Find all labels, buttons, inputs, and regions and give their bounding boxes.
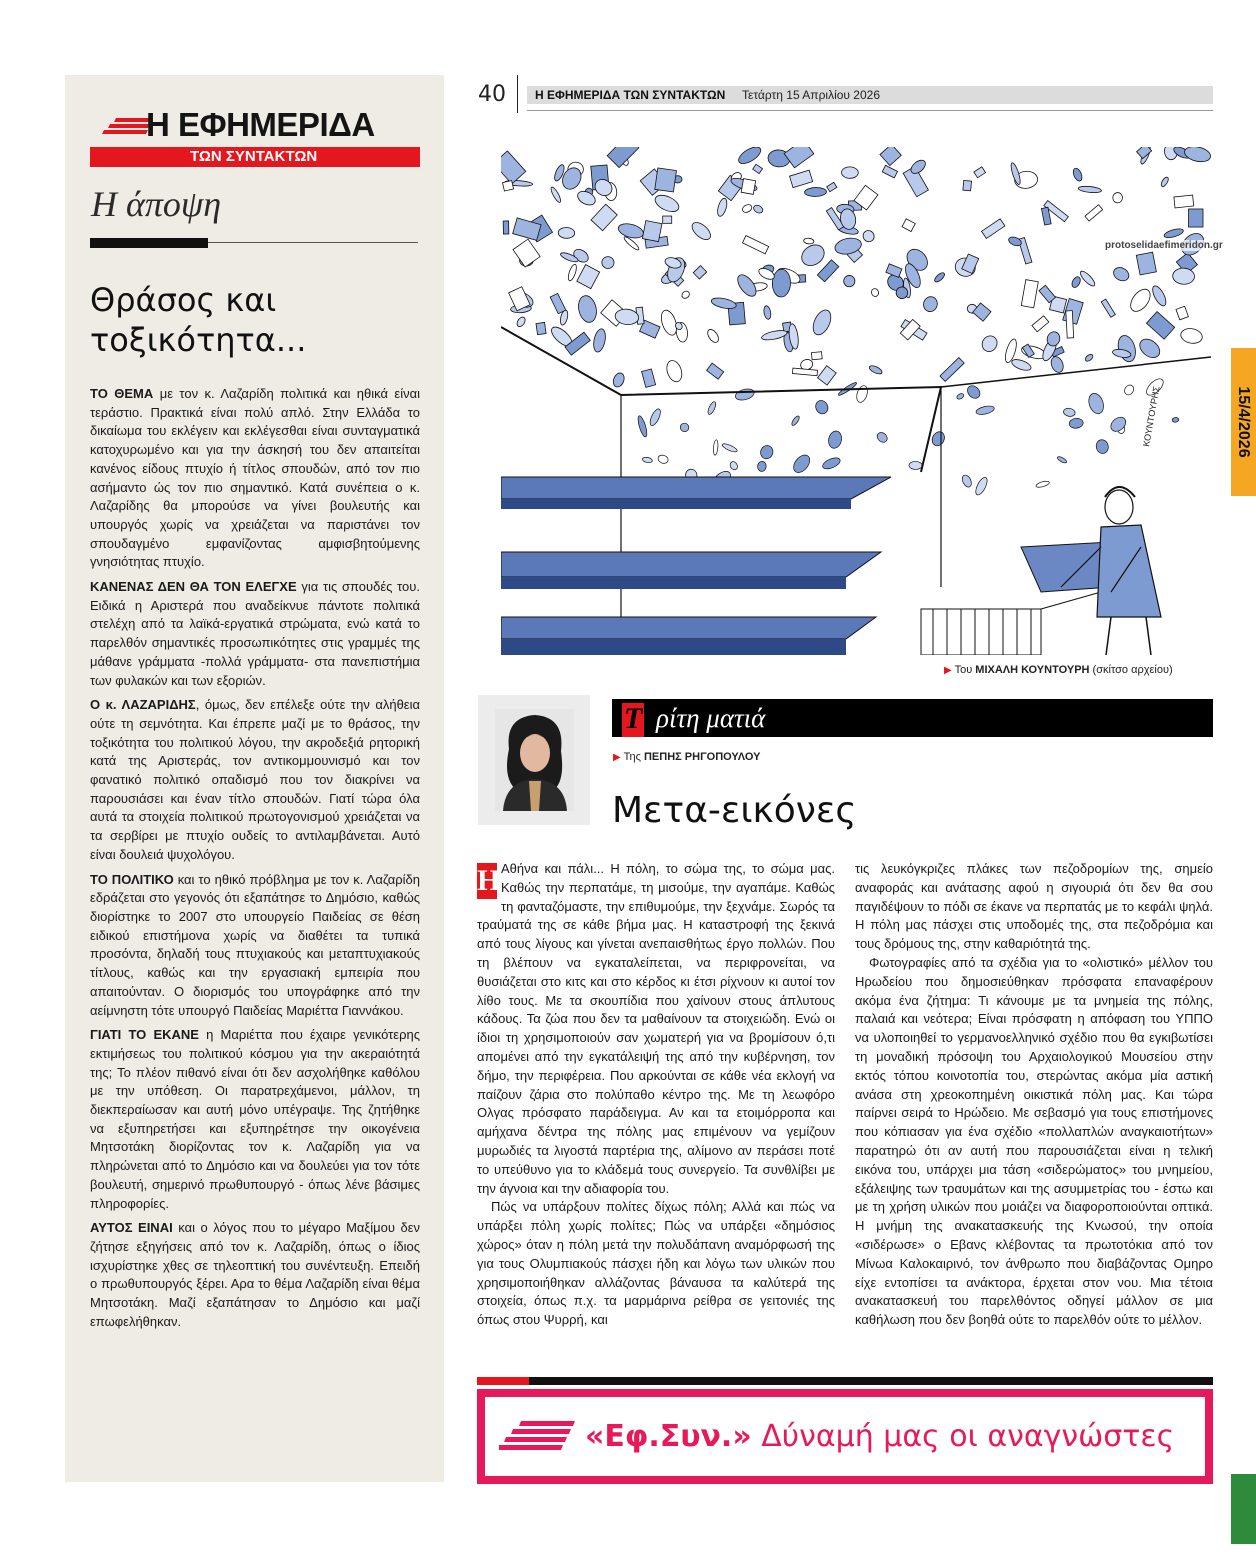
author-photo-frame [478, 695, 590, 825]
byline-prefix: Της [623, 751, 641, 763]
flying-product [811, 352, 822, 360]
credit-name: ΜΙΧΑΛΗ ΚΟΥΝΤΟΥΡΗ [975, 664, 1090, 676]
flying-product [655, 168, 677, 192]
paragraph-text: η Μαριέττα που έχαιρε γενικότερης εκτιμήσεως του πολιτικού κόσμου για την ακεραιότητά της; Το πλέον πιθανό είναι ότι δεν ασχολήθηκε καθόλου με την υπόθεση. Οι παρατρεχάμενοι, μάλλον, τη διεκπεραίωσαν και αυτή μόνο υπέγραψε. Της ζητήθηκε να εξυπηρετήσει και εξυπηρέτησε την οικογένεια Μητσοτάκη διορίζοντας τον κ. Λαζαρίδη για να πληρώνεται από το Δημόσιο και να δουλεύει για τον τότε βουλευτή, σημερινό πρωθυπουργό - όπως λένε βάσιμες πληροφορίες. [90, 1027, 420, 1211]
reader-ad-banner [477, 1389, 1213, 1484]
cartoon-illustration [501, 147, 1211, 655]
flying-product [1136, 252, 1156, 275]
paragraph-text: για τις σπουδές του. Ειδικά η Αριστερά που αναδείκνυε πάντοτε πολιτικά στελέχη από τα λαϊκά-εργατικά στρώματα, ενώ κατά το παρελθόν σημαντικές προσωπικότητες στις γραμμές της μάθανε γράμματα -πολλά γράμματα- στα πανεπιστήμια των φυλακών και των εξοριών. [90, 579, 420, 688]
flying-product [558, 227, 575, 238]
masthead-subtitle: ΤΩΝ ΣΥΝΤΑΚΤΩΝ [190, 148, 318, 165]
flying-product [1174, 195, 1194, 208]
paragraph-lead: ΤΟ ΘΕΜΑ [90, 386, 154, 401]
paragraph-text: και ο λόγος που το μέγαρο Μαξίμου δεν ζήτησε εξηγήσεις από τον κ. Λαζαρίδη, όπως ο ίδιος ισχυρίστηκε χθες σε τηλεοπτική του συνέντευξη. Επειδή ο πρωθυπουργός ξέρει. Αρα το θέμα Λαζαρίδη είναι θέμα Μητσοτάκη. Μαζί εξαπάτησαν το Δημόσιο και μαζί επωφελήθηκαν. [90, 1220, 421, 1329]
running-header [527, 86, 1213, 104]
opinion-paragraph [90, 696, 420, 864]
triangle-bullet-icon: ▶ [944, 665, 952, 676]
opinion-column [65, 75, 444, 1482]
svg-text:ΚΟΥΝΤΟΥΡΗΣ: ΚΟΥΝΤΟΥΡΗΣ [1141, 385, 1162, 448]
opinion-paragraph [90, 385, 420, 572]
section-label: Η άποψη [91, 184, 222, 224]
paragraph-text: και το ηθικό πρόβλημα με τον κ. Λαζαρίδη εδράζεται στο γεγονός ότι εξαπάτησε το Δημόσιο, καθώς διορίστηκε το 2007 στο υπουργείο Παιδείας σε θέση ειδικού επιστήμονα χωρίς να διαθέτει τα τυπικά προσόντα, δηλαδή τους πτυχιακούς και μεταπτυχιακούς τίτλους, καθώς και την εργασιακή εμπειρία που απαιτούνταν. Ο διορισμός του υπογράφηκε από την αείμνηστη τότε υπουργό Παιδείας Μαριέττα Γιαννάκου. [90, 871, 420, 1018]
watermark: protoselidaefimeridon.gr [1105, 240, 1223, 251]
credit-note: (σκίτσο αρχείου) [1092, 664, 1173, 676]
ad-top-bar [477, 1377, 1213, 1385]
column-paragraph [477, 860, 835, 1198]
masthead-bar [90, 147, 420, 167]
column-paragraph: τις λευκόγκριζες πλάκες των πεζοδρομίων της, σημείο αναφοράς και ανάτασης αφού η σιγουριά ότι δεν θα σου παγιδέψουν το πόδι σε έκανε να περπατάς με το κεφάλι ψηλά. Η πόλη μας πάσχει στις υποδομές της, στα πεζοδρόμια και τους δρόμους της, στην καθαριότητά της. [855, 861, 1213, 952]
flying-product [663, 216, 672, 223]
section-rule-thick [90, 238, 208, 248]
falling-product [909, 461, 922, 469]
column-text-left [477, 860, 835, 1330]
opinion-body [90, 385, 420, 1337]
ad-top-accent [477, 1377, 529, 1385]
flying-product [1113, 192, 1123, 203]
paragraph-text: , όμως, δεν επέλεξε ούτε την αλήθεια ούτε τη σεμνότητα. Και έπρεπε μαζί με το θράσος, την τοξικότητα του πολιτικού λόγου, την ακροδεξιά ρητορική κατά της Αριστεράς, τον αντικομμουνισμό και τον φανατικό πολιτικό οπαδισμό που τον διακρίνει να παρουσιάσει και έναν τίτλο σπουδών. Γιατί τώρα όλα αυτά τα στοιχεία πολιτικού πρωτογονισμού χρειάζεται να τα σερβίρει με πτυχίο ουδείς το αντιλαμβάνεται. Αυτό είναι δουλειά ψυχολόγου. [90, 697, 421, 862]
opinion-paragraph [90, 578, 420, 690]
flying-product [841, 167, 858, 179]
column-byline [613, 751, 760, 763]
paragraph-lead: Ο κ. ΛΑΖΑΡΙΔΗΣ [90, 697, 196, 713]
flying-product [503, 181, 514, 192]
flying-product [642, 221, 662, 242]
column-paragraph: Φωτογραφίες από τα σχέδια για το «ολιστικό» μέλλον του Ηρωδείου που δημοσιεύθηκαν πρόσφατα επαναφέρουν ακόμα ένα ζήτημα: Τι κάνουμε με τα μνημεία της πόλης, παλαιά και νεότερα; Είναι πρόσφατη η απόφαση του ΥΠΠΟ να υλοποιηθεί το γερμανοελληνικό σχέδιο που θα εγκιβωτίσει τη μοναδική πρόσοψη του Αρχαιολογικού Μουσείου στην εκτός τόπου κοινοτοπία του, στερώντας ακόμα μία αστική ανάσα στη χρεοκοπημένη οικιστικά πόλη μας. Και τώρα παίρνει σειρά το Ηρώδειο. Με σεβασμό για τους επιστήμονες που κόπιασαν για ένα σχέδιο «πολλαπλών αναγκαιοτήτων» παρατηρώ ότι αν αυτή που παρουσιάζεται είναι η τελική εικόνα του, υπάρχει μια τάση «σιδερώματος» του μνημείου, εξάλειψης των τραυμάτων και της ασυμμετρίας του - έστω και με τη χρήση υλικών που μοιάζει να διαφοροποιούνται οπτικά. Η μνήμη της ανακατασκευής της Κνωσού, την οποία «σιδέρωσε» ο Εβανς κλέβοντας τα πρωτοτόκια από τον Μίνωα Καλοκαιρινό, τον άνθρωπο που διαβάζοντας Ομηρο είχε εντοπίσει τα ανάκτορα, έρχεται στον νου. Μια τέτοια ανακατασκευή του παρελθόντος οδηγεί μάλλον σε μια καθήλωση που δεν βοηθά ούτε το παρελθόν ούτε το μέλλον. [855, 954, 1213, 1328]
column-headline: Μετα-εικόνες [612, 790, 857, 831]
flying-product [963, 180, 972, 190]
header-paper-name: Η ΕΦΗΜΕΡΙΔΑ ΤΩΝ ΣΥΝΤΑΚΤΩΝ [535, 88, 726, 102]
opinion-paragraph [90, 1219, 420, 1331]
banner-initial: Τ [623, 702, 643, 735]
opinion-headline: Θράσος και τοξικότητα... [90, 281, 307, 359]
green-edge-tab [1231, 1474, 1256, 1544]
date-edge-tab [1231, 348, 1256, 496]
speed-lines-icon [102, 117, 152, 137]
page-number: 40 [478, 82, 506, 107]
flying-product [536, 322, 546, 334]
banner-initial-box [622, 703, 644, 737]
column-text-right [855, 860, 1213, 1330]
masthead-title: Η ΕΦΗΜΕΡΙΔΑ [146, 106, 375, 143]
paragraph-text: Αθήνα και πάλι... Η πόλη, το σώμα της, το σώμα μας. Καθώς την περπατάμε, τη μισούμε, την αγαπάμε. Καθώς τη φανταζόμαστε, την επιθυμούμε, την ξεχνάμε. Σωρός τα τραύματά της σε κάθε βήμα μας. Η καταστροφή της ξεκινά από τους λίγους και γίνεται ανεπαισθήτως έργο πολλών. Που τη βλέπουν να εγκαταλείπεται, να περιφρονείται, να θυσιάζεται στο κιτς και στο κέρδος κι έτσι ρίχνουν κι αυτοί τον λίθο τους. Με τα σκουπίδια που χαίνουν στους άπλυτους κάδους. Τα ζώα που δεν τα μαθαίνουν τα στοιχειώδη. Ενώ οι ίδιοι τη χρησιμοποιούν σαν χωματερή για να βρομίσουν ό,τι απομένει από την εγκατάλειψή της από την κυβέρνηση, τον δήμο, την περιφέρεια. Που αρκούνται σε κάθε νέα εκλογή να παίζουν ζάρια στο πολύπαθο κέντρο της. Με τη λεωφόρο Ολγας πρόσφατο παράδειγμα. Αν και τα ετοιμόρροπα και αμήχανα δέντρα της πόλης μας επιμένουν να γεμίζουν μυρωδιές τα λιγοστά παρτέρια της, αλίμονο αν περάσει ποτέ το υπεύθυνο για το κλάδεμά τους συνεργείο. Τα συνθλίβει με την άγνοια και την αδιαφορία του. [477, 861, 835, 1196]
ad-text [585, 1397, 1174, 1476]
flying-product [1066, 311, 1074, 338]
paragraph-lead: ΑΥΤΟΣ ΕΙΝΑΙ [90, 1220, 173, 1236]
ad-brand: «Εφ.Συν.» [585, 1419, 752, 1454]
flying-product [503, 221, 509, 234]
ad-slogan: Δύναμή μας οι αναγνώστες [761, 1419, 1175, 1454]
cartoon-credit [944, 664, 1173, 676]
ad-inner [485, 1397, 1205, 1476]
section-rule-thin [208, 242, 418, 243]
flying-product [1189, 209, 1203, 227]
drop-cap: Η [477, 864, 501, 897]
header-rule [527, 110, 1213, 111]
paragraph-text: με τον κ. Λαζαρίδη πολιτικά και ηθικά είναι τεράστιο. Πρακτικά είναι πολύ απλό. Στην Ελλάδα το δικαίωμα του εκλέγειν και εκλέγεσθαι είναι συνταγματικά κατοχυρωμένο και για την άσκησή του δεν απαιτείται κανένος είδους πτυχίο ή τίτλος σπουδών, από τον πιο ασήμαντο ώς τον πιο σημαντικό. Κατά συνέπεια ο κ. Λαζαρίδης θα μπορούσε να γίνει βουλευτής και υπουργός χωρίς να χρειάζεται να παριστάνει τον σπουδαγμένο εμφανίζοντας αμφισβητούμενης γνησιότητας πτυχίο. [90, 386, 421, 570]
byline-name: ΠΕΠΗΣ ΡΗΓΟΠΟΥΛΟΥ [643, 751, 761, 763]
date-tab-text: 15/4/2026 [1235, 386, 1252, 458]
paragraph-lead: ΓΙΑΤΙ ΤΟ ΕΚΑΝΕ [90, 1027, 199, 1043]
flying-product [844, 275, 855, 287]
triangle-bullet-icon: ▶ [613, 752, 621, 763]
header-divider [517, 75, 518, 113]
paragraph-lead: ΤΟ ΠΟΛΙΤΙΚΟ [90, 871, 174, 887]
banner-title: ρίτη ματιά [656, 703, 766, 733]
paragraph-lead: ΚΑΝΕΝΑΣ ΔΕΝ ΘΑ ΤΟΝ ΕΛΕΓΧΕ [90, 579, 297, 595]
column-paragraph: Πώς να υπάρξουν πολίτες δίχως πόλη; Αλλά και πώς να υπάρξει πόλη χωρίς πολίτες; Πώς να υπάρξει «δημόσιος χώρος» όταν η πόλη μετά την πολυδάπανη αναμόρφωσή της για τους Ολυμπιακούς πάσχει ήδη και λόγω των υλικών που χρησιμοποιήθηκαν αλλάζοντας βάναυσα τα καλύτερά της στοιχεία, όπως π.χ. τα μαρμάρινα ρείθρα σε γειτονιές της όπως στου Ψυρρή, και [477, 1199, 835, 1328]
speed-lines-icon [499, 1419, 575, 1455]
header-date: Τετάρτη 15 Απριλίου 2026 [742, 88, 880, 102]
flying-product [741, 179, 756, 195]
masthead-logo [88, 105, 422, 165]
author-portrait [495, 709, 574, 811]
falling-product [1172, 417, 1179, 423]
column-banner [612, 699, 1213, 737]
opinion-paragraph [90, 1026, 420, 1213]
credit-prefix: Του [954, 664, 973, 676]
opinion-paragraph [90, 871, 420, 1021]
